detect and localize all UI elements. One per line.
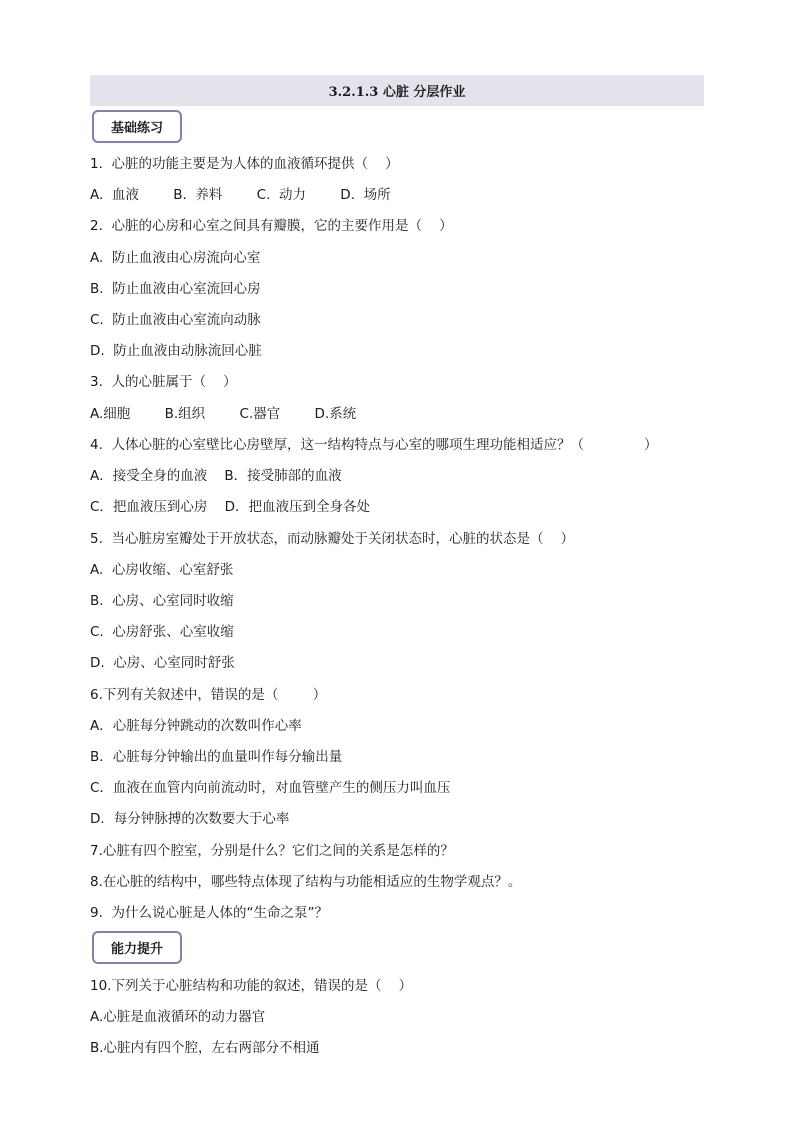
title-bar	[90, 75, 704, 106]
question-4: 4. 人体心脏的心室壁比心房壁厚，这一结构特点与心室的哪项生理功能相适应？（ ）	[90, 437, 658, 453]
question-6-option-d: D．每分钟脉搏的次数要大于心率	[90, 811, 290, 827]
question-10-option-a: A.心脏是血液循环的动力器官	[90, 1009, 266, 1025]
question-6-option-a: A．心脏每分钟跳动的次数叫作心率	[90, 718, 302, 734]
section-label-basic: 基础练习	[92, 110, 182, 143]
question-6-option-c: C．血液在血管内向前流动时，对血管壁产生的侧压力叫血压	[90, 780, 451, 796]
question-1: 1. 心脏的功能主要是为人体的血液循环提供（ ）	[90, 156, 399, 172]
question-9: 9. 为什么说心脏是人体的“生命之泵”？	[90, 905, 328, 921]
question-3: 3. 人的心脏属于（ ）	[90, 374, 237, 390]
question-5: 5. 当心脏房室瓣处于开放状态，而动脉瓣处于关闭状态时，心脏的状态是（ ）	[90, 531, 575, 547]
question-4-options-cd: C．把血液压到心房 D．把血液压到全身各处	[90, 499, 370, 515]
question-2-option-b: B. 防止血液由心室流回心房	[90, 281, 261, 297]
question-5-option-d: D. 心房、心室同时舒张	[90, 655, 235, 671]
question-5-option-a: A. 心房收缩、心室舒张	[90, 562, 234, 578]
question-5-option-b: B. 心房、心室同时收缩	[90, 593, 234, 609]
question-2: 2. 心脏的心房和心室之间具有瓣膜，它的主要作用是（ ）	[90, 218, 453, 234]
question-7: 7.心脏有四个腔室，分别是什么？它们之间的关系是怎样的？	[90, 843, 454, 859]
section-label-advanced: 能力提升	[92, 931, 182, 964]
question-1-options: A. 血液 B. 养料 C. 动力 D. 场所	[90, 187, 391, 203]
question-2-option-a: A. 防止血液由心房流向心室	[90, 250, 261, 266]
question-4-options-ab: A．接受全身的血液 B．接受肺部的血液	[90, 468, 342, 484]
question-6: 6.下列有关叙述中，错误的是（ ）	[90, 687, 327, 703]
question-10-option-b: B.心脏内有四个腔，左右两部分不相通	[90, 1040, 320, 1056]
question-6-option-b: B．心脏每分钟输出的血量叫作每分输出量	[90, 749, 343, 765]
question-2-option-d: D. 防止血液由动脉流回心脏	[90, 343, 262, 359]
question-8: 8.在心脏的结构中，哪些特点体现了结构与功能相适应的生物学观点？。	[90, 874, 522, 890]
question-2-option-c: C. 防止血液由心室流向动脉	[90, 312, 261, 328]
question-10: 10.下列关于心脏结构和功能的叙述，错误的是（ ）	[90, 978, 413, 994]
page-title: 3.2.1.3 心脏 分层作业	[328, 85, 466, 100]
question-5-option-c: C. 心房舒张、心室收缩	[90, 624, 234, 640]
question-3-options: A.细胞 B.组织 C.器官 D.系统	[90, 406, 357, 422]
